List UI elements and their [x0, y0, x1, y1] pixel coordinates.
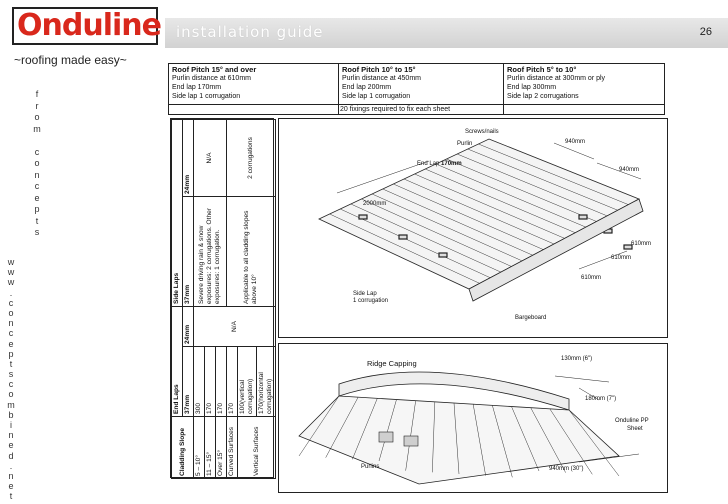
end37-cell: 300 [194, 347, 205, 417]
label-endlap-prefix: End Lap [417, 161, 440, 167]
header-side-laps: Side Laps [172, 120, 183, 307]
vertical-letter: m [33, 123, 41, 134]
slope-cell: Curved Surfaces [227, 417, 238, 479]
vertical-letter: . [9, 287, 13, 298]
slope-cell: Over 15° [216, 417, 227, 479]
vertical-letter: t [35, 215, 39, 226]
header-cladding-slope: Cladding Slope [172, 417, 194, 479]
slope-cell: 5 – 10° [194, 417, 205, 479]
vertical-text-website [6, 258, 16, 503]
header-end-laps: End Laps [172, 307, 183, 417]
label-sidelap-b: 1 corrugation [353, 298, 389, 304]
vertical-letter: o [34, 112, 40, 122]
pitch-line: Purlin distance at 300mm or ply [507, 75, 606, 82]
vertical-letter: m [7, 399, 15, 410]
vertical-letter: b [8, 409, 14, 420]
purlin-end [579, 215, 587, 219]
header-side-24: 24mm [183, 120, 194, 197]
vertical-letter: d [8, 450, 14, 461]
pitch-line: End lap 200mm [342, 84, 392, 91]
purlin-block [404, 436, 418, 446]
tagline: ~roofing made easy~ [14, 53, 127, 67]
purlin-block [379, 432, 393, 442]
label-pp-a: Onduline PP [615, 418, 649, 424]
vertical-letter: w [7, 277, 15, 288]
pitch-line: Side lap 2 corrugations [507, 93, 579, 100]
sheet-layout-diagram [278, 118, 668, 338]
side24-cell: N/A [194, 120, 227, 197]
pitch-line: Side lap 1 corrugation [342, 93, 411, 100]
vertical-letter: t [9, 491, 13, 502]
vertical-letter: n [8, 430, 14, 441]
vertical-letter: e [8, 481, 14, 492]
sheet-layout-drawing [279, 119, 669, 339]
vertical-letter: r [35, 100, 39, 111]
header-end-24: 24mm [183, 307, 194, 347]
end37-cell: 170 [216, 347, 227, 417]
page-title: installation guide [176, 23, 324, 41]
end24-cell: N/A [194, 307, 276, 347]
label-940-bottom: 940mm (30") [549, 466, 584, 472]
label-sidelap-a: Side Lap [353, 291, 377, 297]
vertical-letter: n [34, 169, 40, 180]
vertical-letter: f [35, 89, 39, 99]
vertical-letter: e [34, 192, 40, 203]
vertical-letter: t [9, 358, 13, 369]
label-180: 180mm (7") [585, 396, 617, 402]
pitch-heading-3: Roof Pitch 5° to 10° [507, 65, 577, 74]
vertical-letter: . [9, 460, 13, 471]
ridge-capping-drawing [279, 344, 669, 494]
label-610-a: 610mm [631, 241, 652, 247]
vertical-letter: c [8, 379, 14, 390]
purlin-end [359, 215, 367, 219]
laps-table-frame [170, 118, 274, 478]
vertical-letter: w [7, 257, 15, 267]
end37-cell: 170(horizontal corrugation) [257, 347, 276, 417]
end37-cell: 170 [205, 347, 216, 417]
vertical-letter: s [34, 227, 40, 237]
table-row [194, 120, 205, 479]
pitch-divider [168, 104, 665, 105]
vertical-letter: w [7, 267, 15, 278]
purlin-end [399, 235, 407, 239]
ridge-capping-diagram [278, 343, 668, 493]
page-header [0, 0, 728, 48]
vertical-letter [32, 136, 42, 148]
vertical-letter: c [34, 146, 40, 157]
label-purlins: Purlins [361, 464, 380, 470]
label-940-b: 940mm [619, 167, 640, 173]
slope-cell: 11 – 15° [205, 417, 216, 479]
pitch-heading-2: Roof Pitch 10° to 15° [342, 65, 416, 74]
pitch-col-3 [504, 64, 665, 115]
end37-cell: 170 [227, 347, 238, 417]
header-end-37: 37mm [183, 347, 194, 417]
side37-cell: Applicable to all cladding slopes above 10° [227, 197, 276, 307]
pitch-line: Purlin distance at 610mm [172, 75, 251, 82]
label-610-c: 610mm [581, 275, 602, 281]
laps-table [171, 119, 276, 479]
label-ridge-capping: Ridge Capping [367, 359, 417, 368]
vertical-letter: c [8, 297, 14, 308]
vertical-text-from-concepts [32, 90, 42, 240]
vertical-letter: e [8, 338, 14, 349]
onduline-logo [12, 7, 161, 45]
vertical-letter: c [34, 181, 40, 191]
vertical-letter: o [34, 158, 40, 168]
logo-text: Onduline [17, 8, 161, 43]
vertical-letter: s [8, 369, 14, 380]
label-endlap-value: 170mm [441, 161, 462, 167]
fixings-note: 20 fixings required to fix each sheet [340, 106, 451, 113]
label-endlap [417, 161, 462, 167]
vertical-letter: e [8, 440, 14, 451]
header-side-37: 37mm [183, 197, 194, 307]
side37-cell: Severe driving rain & snow exposures: 2 corrugations. Other exposures: 1 corrugation. [194, 197, 227, 307]
side24-cell: 2 corrugations [227, 120, 276, 197]
pitch-heading-1: Roof Pitch 15° and over [172, 65, 257, 74]
label-2000: 2000mm [363, 201, 387, 207]
label-purlin: Purlin [457, 141, 473, 147]
vertical-letter: o [8, 307, 14, 318]
laps-table-rotated [171, 119, 275, 479]
vertical-letter: n [8, 470, 14, 481]
vertical-letter: n [8, 318, 14, 329]
label-130: 130mm (6") [561, 356, 593, 362]
pitch-line: Side lap 1 corrugation [172, 93, 241, 100]
label-940-a: 940mm [565, 139, 586, 145]
table-row [227, 120, 238, 479]
vertical-letter: o [8, 389, 14, 400]
page-number: 26 [699, 26, 712, 38]
pitch-line: End lap 170mm [172, 84, 222, 91]
purlin-end [439, 253, 447, 257]
label-bargeboard: Bargeboard [515, 315, 547, 321]
vertical-letter: i [10, 420, 12, 430]
pitch-line: Purlin distance at 450mm [342, 75, 421, 82]
vertical-letter: p [8, 348, 14, 359]
pitch-col-1 [169, 64, 339, 115]
slope-cell: Vertical Surfaces [238, 417, 276, 479]
roof-sheet-outline [319, 139, 639, 289]
label-pp-b: Sheet [627, 426, 643, 432]
end37-cell: 100(vertical corrugation) [238, 347, 257, 417]
vertical-letter: p [34, 204, 40, 214]
label-screws: Screws/nails [465, 129, 499, 135]
label-610-b: 610mm [611, 255, 632, 261]
vertical-letter: c [8, 328, 14, 339]
pitch-line: End lap 300mm [507, 84, 557, 91]
